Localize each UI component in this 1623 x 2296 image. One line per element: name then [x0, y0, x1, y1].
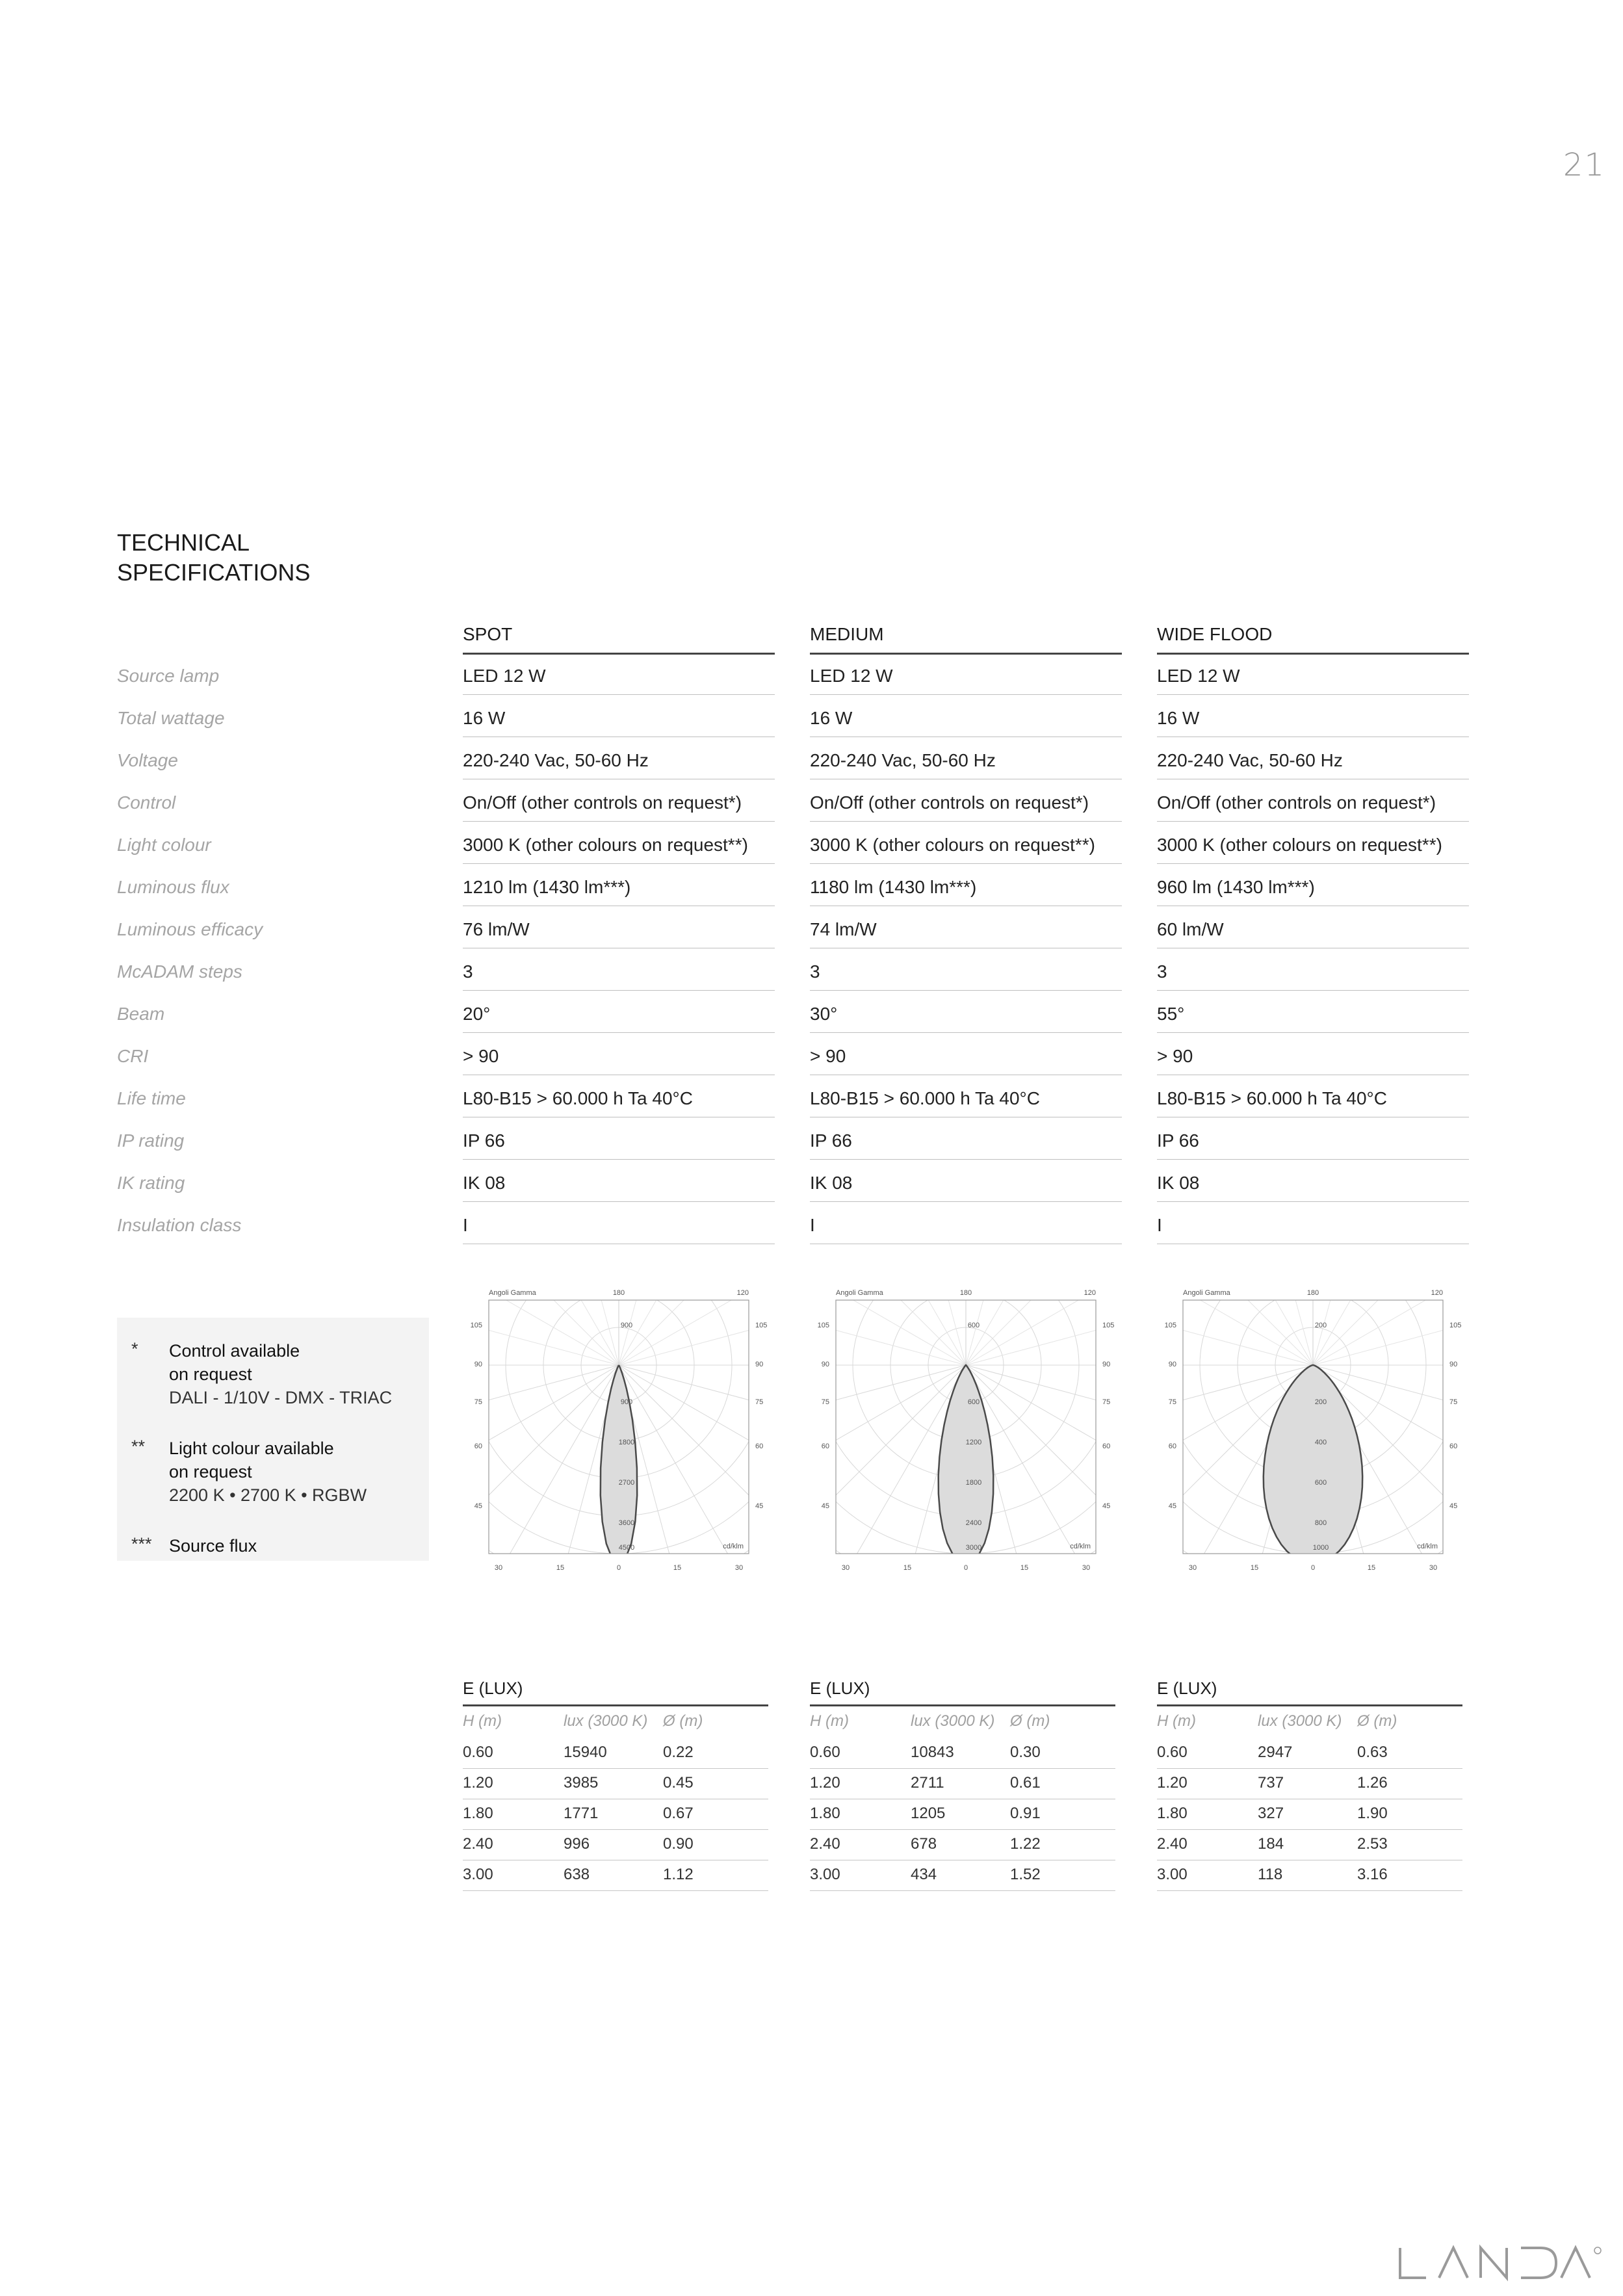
polar-radial-value: 900 [620, 1322, 633, 1329]
polar-grid-ray [810, 1281, 966, 1365]
polar-radial-value: 3000 [965, 1544, 982, 1552]
spec-value: > 90 [1157, 1046, 1469, 1075]
lux-table-cell: 0.61 [1010, 1774, 1041, 1792]
lux-row-divider [810, 1768, 1115, 1769]
polar-side-angle: 75 [1449, 1398, 1458, 1406]
lux-table-cell: 0.22 [663, 1743, 694, 1761]
polar-grid-ray [616, 1365, 775, 1580]
polar-grid-ray [1157, 1281, 1313, 1365]
polar-bottom-angle: 15 [673, 1564, 682, 1572]
brand-logo [1397, 2243, 1605, 2288]
lux-table-cell: 0.90 [663, 1835, 694, 1853]
spec-value: 60 lm/W [1157, 919, 1469, 948]
polar-side-angle: 75 [1102, 1398, 1111, 1406]
lux-table-cell: 3.00 [1157, 1866, 1188, 1883]
polar-bottom-angle: 0 [1310, 1564, 1316, 1572]
lux-table-cell: 327 [1258, 1805, 1284, 1822]
polar-grid-ray [619, 1281, 775, 1365]
polar-grid-ray [966, 1281, 1122, 1365]
spec-value: L80-B15 > 60.000 h Ta 40°C [463, 1088, 775, 1117]
polar-side-angle: 105 [1102, 1322, 1115, 1329]
polar-side-angle: 45 [1168, 1502, 1176, 1510]
polar-side-angle: 105 [755, 1322, 768, 1329]
polar-grid-ray [619, 1281, 775, 1365]
section-title-line-1: TECHNICAL [117, 529, 250, 556]
polar-side-angle: 75 [1168, 1398, 1176, 1406]
polar-top-angle: 180 [1306, 1289, 1319, 1297]
spec-value: 76 lm/W [463, 919, 775, 948]
polar-bottom-angle: 30 [494, 1564, 503, 1572]
polar-grid-ray [966, 1281, 1122, 1365]
polar-side-angle: 45 [755, 1502, 764, 1510]
spec-value: LED 12 W [1157, 666, 1469, 695]
spec-label: Luminous efficacy [117, 919, 263, 939]
lux-row-divider [810, 1890, 1115, 1891]
polar-radial-value: 1000 [1312, 1544, 1329, 1552]
lux-table-header: lux (3000 K) [1258, 1712, 1342, 1730]
note-title: Control available [169, 1341, 300, 1361]
lux-table-title: E (LUX) [1157, 1678, 1462, 1706]
spec-value: L80-B15 > 60.000 h Ta 40°C [1157, 1088, 1469, 1117]
polar-side-angle: 90 [1102, 1361, 1111, 1368]
lux-table-cell: 118 [1258, 1866, 1283, 1883]
polar-side-angle: 90 [821, 1361, 829, 1368]
lux-table-cell: 10843 [911, 1743, 954, 1761]
polar-radial-value: 1800 [618, 1439, 635, 1446]
spec-value: L80-B15 > 60.000 h Ta 40°C [810, 1088, 1122, 1117]
polar-title: Angoli Gamma [836, 1289, 883, 1297]
spec-value: 1210 lm (1430 lm***) [463, 877, 775, 906]
polar-grid-ray [810, 1281, 966, 1365]
spec-value: LED 12 W [810, 666, 1122, 695]
notes-box [117, 1318, 429, 1561]
spec-value: > 90 [463, 1046, 775, 1075]
lux-table-cell: 737 [1258, 1774, 1284, 1792]
lux-table-cell: 0.60 [810, 1743, 840, 1761]
spec-value: I [463, 1215, 775, 1244]
spec-value: 3000 K (other colours on request**) [463, 835, 775, 864]
spec-value: 16 W [1157, 708, 1469, 737]
polar-bottom-angle: 30 [1188, 1564, 1197, 1572]
polar-grid-ray [1157, 1281, 1313, 1365]
polar-grid-ray [1313, 1281, 1469, 1365]
spec-value: 960 lm (1430 lm***) [1157, 877, 1469, 906]
lux-table-cell: 0.45 [663, 1774, 694, 1792]
lux-table-cell: 3.00 [463, 1866, 493, 1883]
spec-value: IK 08 [1157, 1173, 1469, 1202]
spec-value: On/Off (other controls on request*) [463, 792, 775, 822]
polar-bottom-angle: 0 [616, 1564, 621, 1572]
polar-bottom-angle: 0 [963, 1564, 968, 1572]
polar-side-angle: 60 [755, 1442, 764, 1450]
polar-bottom-angle: 30 [1429, 1564, 1438, 1572]
spec-label: McADAM steps [117, 961, 242, 982]
spec-label: Beam [117, 1004, 165, 1024]
lux-table-cell: 678 [911, 1835, 937, 1853]
spec-column-header: WIDE FLOOD [1157, 624, 1469, 655]
polar-side-angle: 45 [821, 1502, 829, 1510]
polar-radial-value: 800 [1314, 1519, 1327, 1527]
lux-table-header: H (m) [463, 1712, 502, 1730]
spec-label: Luminous flux [117, 877, 229, 897]
note-title: Light colour available [169, 1439, 334, 1458]
lux-table-cell: 2.40 [463, 1835, 493, 1853]
polar-side-angle: 60 [1449, 1442, 1458, 1450]
lux-row-divider [810, 1829, 1115, 1830]
polar-top-right-angle: 120 [1084, 1289, 1096, 1297]
lux-table-cell: 434 [911, 1866, 937, 1883]
polar-bottom-angle: 15 [903, 1564, 912, 1572]
lux-table-cell: 1.26 [1357, 1774, 1388, 1792]
section-title-line-2: SPECIFICATIONS [117, 559, 311, 586]
beam-lobe [939, 1365, 994, 1563]
section-title [117, 528, 310, 588]
polar-side-angle: 90 [755, 1361, 764, 1368]
polar-grid-ray [463, 1281, 619, 1365]
spec-value: IP 66 [810, 1130, 1122, 1160]
polar-grid-ray [463, 1365, 619, 1580]
spec-value: 3 [810, 961, 1122, 991]
note-title: Source flux [169, 1536, 257, 1556]
lux-table-cell: 1.80 [463, 1805, 493, 1822]
spec-label: IK rating [117, 1173, 185, 1193]
spec-value: LED 12 W [463, 666, 775, 695]
lux-table-header: lux (3000 K) [564, 1712, 648, 1730]
polar-side-angle: 45 [1102, 1502, 1111, 1510]
polar-grid-ray [810, 1281, 966, 1365]
lux-table-cell: 1.20 [810, 1774, 840, 1792]
polar-side-angle: 60 [474, 1442, 482, 1450]
polar-top-angle: 180 [959, 1289, 972, 1297]
polar-grid-ray [1157, 1281, 1313, 1365]
lux-table-cell: 1.52 [1010, 1866, 1041, 1883]
polar-radial-value: 4500 [618, 1544, 635, 1552]
polar-side-angle: 75 [821, 1398, 829, 1406]
polar-radial-value: 600 [967, 1398, 980, 1406]
polar-side-angle: 45 [474, 1502, 482, 1510]
lux-table-cell: 2.40 [1157, 1835, 1188, 1853]
note-marker: *** [131, 1534, 152, 1554]
polar-grid-ray [616, 1365, 770, 1580]
lux-table-title: E (LUX) [463, 1678, 768, 1706]
lux-table-cell: 1205 [911, 1805, 946, 1822]
lux-row-divider [463, 1768, 768, 1769]
polar-grid-ray [966, 1281, 1122, 1365]
polar-side-angle: 60 [821, 1442, 829, 1450]
spec-column-header: MEDIUM [810, 624, 1122, 655]
polar-radial-value: 600 [967, 1322, 980, 1329]
polar-grid-ray [966, 1281, 1122, 1365]
polar-top-right-angle: 120 [1431, 1289, 1443, 1297]
polar-grid-ray [463, 1365, 619, 1580]
polar-side-angle: 105 [470, 1322, 482, 1329]
polar-top-angle: 180 [612, 1289, 625, 1297]
spec-label: Total wattage [117, 708, 225, 728]
note-detail: DALI - 1/10V - DMX - TRIAC [169, 1388, 393, 1407]
lux-table-cell: 184 [1258, 1835, 1284, 1853]
beam-lobe [601, 1365, 637, 1563]
polar-diagram [810, 1281, 1122, 1580]
lux-table-cell: 0.91 [1010, 1805, 1041, 1822]
lux-table-cell: 2711 [911, 1774, 944, 1792]
spec-value: 220-240 Vac, 50-60 Hz [463, 750, 775, 779]
spec-value: 20° [463, 1004, 775, 1033]
polar-side-angle: 60 [1102, 1442, 1111, 1450]
lux-table-cell: 0.63 [1357, 1743, 1388, 1761]
lux-table-header: H (m) [1157, 1712, 1196, 1730]
note-title: on request [169, 1364, 252, 1384]
spec-value: 55° [1157, 1004, 1469, 1033]
note-marker: ** [131, 1437, 146, 1456]
lux-table-cell: 1.20 [463, 1774, 493, 1792]
lux-table-cell: 3.16 [1357, 1866, 1388, 1883]
polar-top-right-angle: 120 [736, 1289, 749, 1297]
polar-unit: cd/klm [723, 1543, 744, 1550]
spec-value: 220-240 Vac, 50-60 Hz [1157, 750, 1469, 779]
spec-value: 3 [1157, 961, 1469, 991]
lux-table-cell: 0.60 [463, 1743, 493, 1761]
polar-grid-ray [463, 1281, 619, 1365]
lux-row-divider [1157, 1890, 1462, 1891]
lux-table-cell: 0.60 [1157, 1743, 1188, 1761]
spec-value: 16 W [463, 708, 775, 737]
spec-value: IK 08 [463, 1173, 775, 1202]
spec-label: Insulation class [117, 1215, 242, 1235]
polar-bottom-angle: 30 [841, 1564, 850, 1572]
spec-value: 3000 K (other colours on request**) [810, 835, 1122, 864]
lux-table-cell: 1.80 [1157, 1805, 1188, 1822]
lux-table-cell: 1.22 [1010, 1835, 1041, 1853]
spec-value: 16 W [810, 708, 1122, 737]
note-marker: * [131, 1339, 138, 1359]
spec-value: I [810, 1215, 1122, 1244]
lux-table-cell: 996 [564, 1835, 590, 1853]
lux-table-cell: 3.00 [810, 1866, 840, 1883]
polar-grid-ray [467, 1365, 619, 1580]
spec-value: IK 08 [810, 1173, 1122, 1202]
polar-bottom-angle: 15 [556, 1564, 565, 1572]
polar-side-angle: 90 [1168, 1361, 1176, 1368]
lux-table-cell: 0.67 [663, 1805, 694, 1822]
polar-radial-value: 2400 [965, 1519, 982, 1527]
polar-radial-value: 600 [1314, 1479, 1327, 1487]
spec-value: 3 [463, 961, 775, 991]
lux-table-header: lux (3000 K) [911, 1712, 995, 1730]
spec-label: Source lamp [117, 666, 220, 686]
lux-table-header: H (m) [810, 1712, 849, 1730]
polar-side-angle: 90 [474, 1361, 482, 1368]
beam-lobe [1264, 1365, 1362, 1563]
polar-grid-ray [619, 1281, 775, 1365]
lux-table-cell: 2947 [1258, 1743, 1293, 1761]
lux-table-header: Ø (m) [1357, 1712, 1397, 1730]
polar-radial-value: 3600 [618, 1519, 635, 1527]
note-detail: 2200 K • 2700 K • RGBW [169, 1485, 367, 1505]
polar-grid-ray [463, 1365, 619, 1580]
polar-title: Angoli Gamma [489, 1289, 536, 1297]
polar-grid-ray [810, 1281, 966, 1365]
lux-table-cell: 15940 [564, 1743, 607, 1761]
lux-table-cell: 1.20 [1157, 1774, 1188, 1792]
spec-value: I [1157, 1215, 1469, 1244]
lux-row-divider [463, 1890, 768, 1891]
polar-radial-value: 200 [1314, 1398, 1327, 1406]
spec-value: 30° [810, 1004, 1122, 1033]
polar-radial-value: 900 [620, 1398, 633, 1406]
lux-row-divider [463, 1829, 768, 1830]
lux-table-header: Ø (m) [1010, 1712, 1050, 1730]
lux-table-cell: 1771 [564, 1805, 599, 1822]
spec-label: Life time [117, 1088, 186, 1108]
polar-radial-value: 200 [1314, 1322, 1327, 1329]
polar-side-angle: 75 [755, 1398, 764, 1406]
polar-side-angle: 75 [474, 1398, 482, 1406]
spec-label: Voltage [117, 750, 178, 770]
polar-side-angle: 60 [1168, 1442, 1176, 1450]
spec-value: 74 lm/W [810, 919, 1122, 948]
polar-bottom-angle: 15 [1367, 1564, 1376, 1572]
spec-value: 220-240 Vac, 50-60 Hz [810, 750, 1122, 779]
polar-radial-value: 1800 [965, 1479, 982, 1487]
spec-value: 3000 K (other colours on request**) [1157, 835, 1469, 864]
spec-value: On/Off (other controls on request*) [810, 792, 1122, 822]
polar-grid-ray [616, 1365, 775, 1580]
polar-grid-ray [1157, 1281, 1313, 1365]
polar-bottom-angle: 15 [1020, 1564, 1029, 1572]
spec-value: On/Off (other controls on request*) [1157, 792, 1469, 822]
lux-table-title: E (LUX) [810, 1678, 1115, 1706]
spec-value: IP 66 [463, 1130, 775, 1160]
lux-table-cell: 1.90 [1357, 1805, 1388, 1822]
polar-side-angle: 90 [1449, 1361, 1458, 1368]
lux-table-cell: 638 [564, 1866, 590, 1883]
page-number: 21 [1563, 147, 1605, 183]
lux-table-cell: 2.40 [810, 1835, 840, 1853]
polar-bottom-angle: 30 [1082, 1564, 1091, 1572]
lux-row-divider [1157, 1768, 1462, 1769]
polar-side-angle: 105 [1449, 1322, 1462, 1329]
note-title: on request [169, 1462, 252, 1481]
lux-table-cell: 2.53 [1357, 1835, 1388, 1853]
polar-grid-ray [619, 1281, 775, 1365]
polar-grid-ray [463, 1281, 619, 1365]
polar-unit: cd/klm [1417, 1543, 1438, 1550]
lux-table-cell: 1.80 [810, 1805, 840, 1822]
spec-value: 1180 lm (1430 lm***) [810, 877, 1122, 906]
spec-label: Control [117, 792, 176, 813]
lux-table-header: Ø (m) [663, 1712, 703, 1730]
polar-grid-ray [1313, 1281, 1469, 1365]
spec-label: Light colour [117, 835, 211, 855]
lux-table-cell: 3985 [564, 1774, 599, 1792]
spec-column-header: SPOT [463, 624, 775, 655]
spec-value: IP 66 [1157, 1130, 1469, 1160]
polar-bottom-angle: 15 [1250, 1564, 1259, 1572]
polar-side-angle: 105 [1164, 1322, 1176, 1329]
landa-logo-mark [1397, 2243, 1605, 2284]
lux-table-cell: 0.30 [1010, 1743, 1041, 1761]
spec-label: CRI [117, 1046, 149, 1066]
polar-bottom-angle: 30 [734, 1564, 744, 1572]
lux-row-divider [1157, 1829, 1462, 1830]
spec-value: > 90 [810, 1046, 1122, 1075]
polar-grid-ray [1313, 1281, 1469, 1365]
polar-unit: cd/klm [1070, 1543, 1091, 1550]
polar-radial-value: 2700 [618, 1479, 635, 1487]
polar-title: Angoli Gamma [1183, 1289, 1230, 1297]
polar-diagram [463, 1281, 775, 1580]
polar-radial-value: 1200 [965, 1439, 982, 1446]
polar-grid-ray [1313, 1281, 1469, 1365]
polar-radial-value: 400 [1314, 1439, 1327, 1446]
polar-grid-ray [463, 1281, 619, 1365]
spec-label: IP rating [117, 1130, 185, 1151]
lux-table-cell: 1.12 [663, 1866, 694, 1883]
polar-grid-ray [616, 1365, 775, 1580]
polar-diagram [1157, 1281, 1469, 1580]
polar-side-angle: 45 [1449, 1502, 1458, 1510]
polar-side-angle: 105 [817, 1322, 829, 1329]
